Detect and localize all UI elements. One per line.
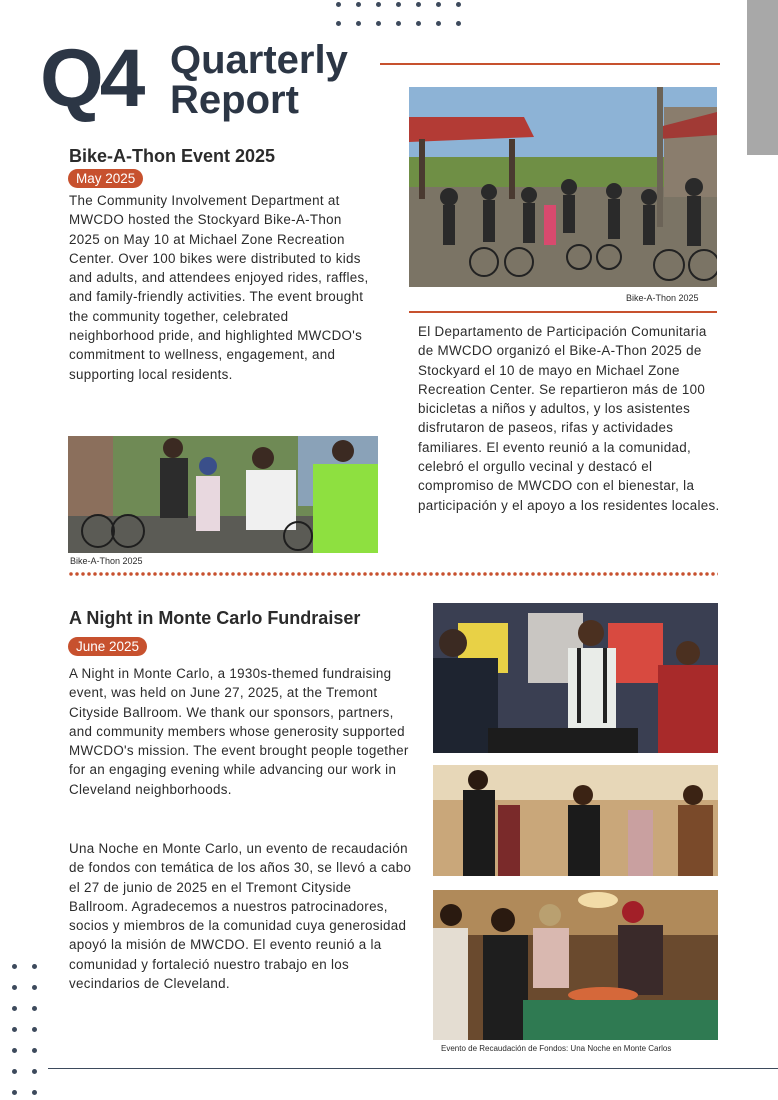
monte-caption: Evento de Recaudación de Fondos: Una Noche en Monte Carlos [441, 1044, 672, 1053]
q4-label: Q4 [40, 33, 142, 124]
monte-date-label: June 2025 [68, 637, 147, 656]
report-title [170, 40, 348, 120]
monte-photo-roulette [433, 890, 718, 1040]
title-line-2: Report [170, 78, 299, 122]
section-divider [68, 572, 718, 576]
bike-date-label: May 2025 [68, 169, 143, 188]
bike-caption-bottom: Bike-A-Thon 2025 [70, 556, 143, 566]
title-line-1: Quarterly [170, 38, 348, 82]
bike-photo-repair [68, 436, 378, 553]
side-tab-bar [747, 0, 778, 155]
bike-date-badge [68, 169, 143, 188]
bike-caption-rule [409, 311, 717, 313]
bike-caption-top: Bike-A-Thon 2025 [626, 293, 699, 303]
monte-heading: A Night in Monte Carlo Fundraiser [69, 608, 361, 628]
decorative-dots-top [334, 0, 474, 30]
bike-heading: Bike-A-Thon Event 2025 [69, 146, 276, 166]
footer-rule [48, 1068, 778, 1069]
monte-paragraph-en: A Night in Monte Carlo, a 1930s-themed fundraising event, was held on June 27, 2025, at the Tremont Cityside Ballroom. We thank our sponsors, partners, and community members whose generosity supported MWCDO's mission. The event brought people together for an engaging evening while advancing our work in Cleveland neighborhoods. [69, 666, 409, 797]
monte-paragraph-es: Una Noche en Monte Carlo, un evento de recaudación de fondos con temática de los años 30, se llevó a cabo el 27 de junio de 2025 en el Tremont Cityside Ballroom. Agradecemos a nuestros patrocinadores, socios y miembros de la comunidad cuya generosidad apoyó la misión de MWCDO. El evento reunió a la comunidad y fortaleció nuestro trabajo en los vecindarios de Cleveland. [69, 841, 412, 992]
decorative-dots-left [8, 960, 48, 1100]
monte-photo-dealer [433, 603, 718, 753]
bike-paragraph-es: El Departamento de Participación Comunitaria de MWCDO organizó el Bike-A-Thon 2025 de Stockyard el 10 de mayo en Michael Zone Recreation Center. Se repartieron más de 100 bicicletas a niños y adultos, y los asistentes disfrutaron de paseos, rifas y actividades familiares. El evento reunió a la comunidad, celebró el orgullo vecinal y destacó el compromiso de MWCDO con el bienestar, la participación y el apoyo a los residentes locales. [418, 324, 720, 513]
header-rule [380, 63, 720, 65]
monte-date-badge [68, 637, 147, 656]
bike-photo-park [409, 87, 717, 287]
monte-photo-dancing [433, 765, 718, 876]
bike-paragraph-en: The Community Involvement Department at MWCDO hosted the Stockyard Bike-A-Thon 2025 on May 10 at Michael Zone Recreation Center. Over 100 bikes were distributed to kids and adults, and attendees enjoyed rides, raffles, and family-friendly activities. The event brought the community together, celebrated neighborhood pride, and highlighted MWCDO's commitment to wellness, engagement, and supporting local residents. [69, 193, 369, 382]
